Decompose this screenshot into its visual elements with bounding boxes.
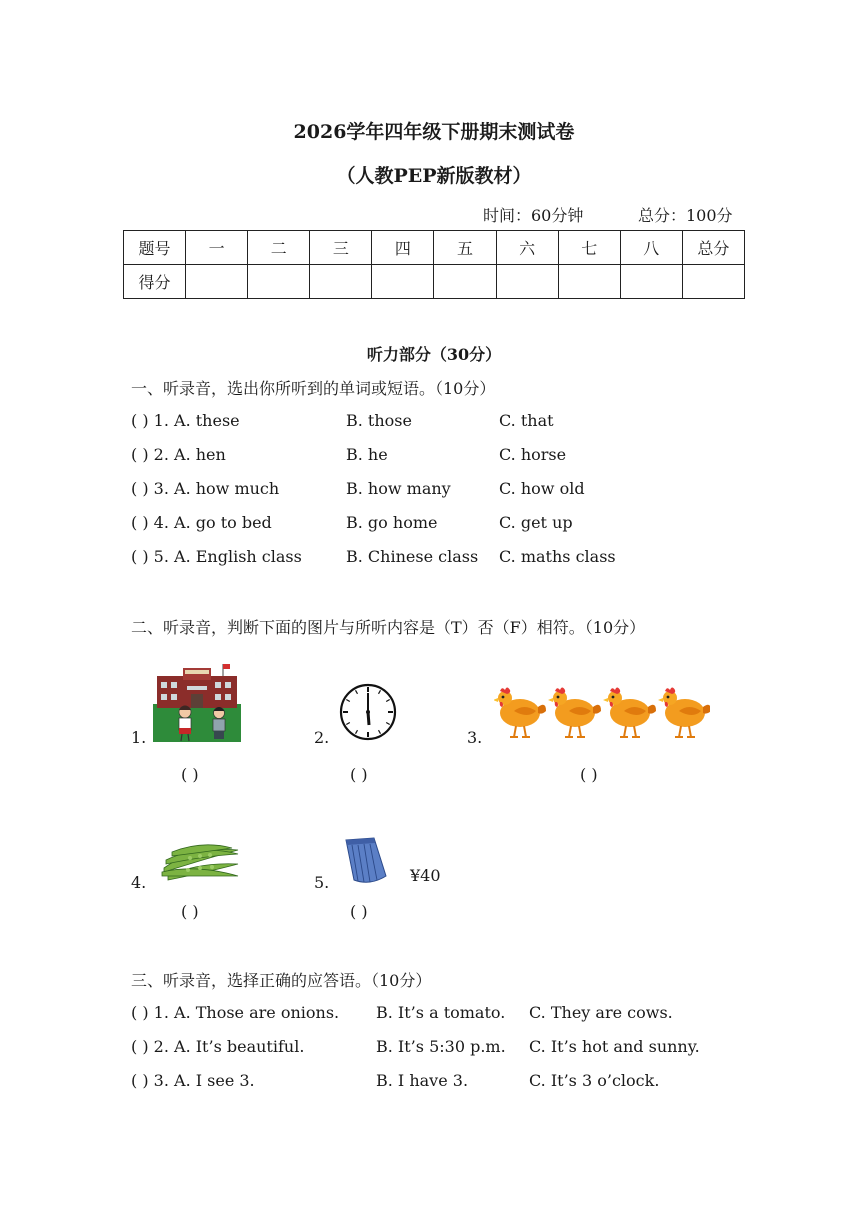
score-table-score-row (124, 265, 745, 299)
answer-paren[interactable]: ( ) (181, 902, 199, 921)
option-c: C. maths class (499, 547, 616, 566)
score-input-cell[interactable] (682, 265, 744, 299)
part3-title: 三、听录音，选择正确的应答语。（10分） (131, 971, 432, 990)
score-table (123, 230, 745, 299)
answer-paren[interactable]: ( ) (350, 765, 368, 784)
question-stem: ( ) 5. A. English class (131, 547, 302, 566)
option-b: B. I have 3. (376, 1071, 469, 1090)
table-cell: 六 (496, 231, 558, 265)
page-title: 2026学年四年级下册期末测试卷 (293, 121, 575, 143)
score-input-cell[interactable] (620, 265, 682, 299)
score-input-cell[interactable] (372, 265, 434, 299)
table-cell: 七 (558, 231, 620, 265)
option-b: B. Chinese class (346, 547, 479, 566)
price-tag: ¥40 (410, 866, 441, 885)
option-b: B. how many (346, 479, 451, 498)
option-c: C. how old (499, 479, 585, 498)
picture-number: 1. (131, 728, 147, 747)
option-b: B. those (346, 411, 412, 430)
page-subtitle: （人教PEP新版教材） (336, 165, 532, 187)
picture-number: 2. (314, 728, 330, 747)
score-input-cell[interactable] (496, 265, 558, 299)
exam-time: 时间：60分钟 (483, 206, 584, 225)
hen-icon (494, 685, 710, 741)
question-stem: ( ) 1. A. these (131, 411, 240, 430)
option-b: B. go home (346, 513, 438, 532)
score-table-header-row (124, 231, 745, 265)
part1-title: 一、听录音，选出你所听到的单词或短语。（10分） (131, 379, 496, 398)
question-stem: ( ) 4. A. go to bed (131, 513, 272, 532)
question-stem: ( ) 2. A. It’s beautiful. (131, 1037, 305, 1056)
picture-number: 3. (467, 728, 483, 747)
picture-number: 4. (131, 873, 147, 892)
table-cell: 得分 (124, 265, 186, 299)
question-stem: ( ) 1. A. Those are onions. (131, 1003, 340, 1022)
table-cell: 五 (434, 231, 496, 265)
school-icon (153, 664, 241, 742)
question-stem: ( ) 2. A. hen (131, 445, 226, 464)
listening-section-title: 听力部分（30分） (366, 345, 502, 364)
option-c: C. They are cows. (529, 1003, 673, 1022)
option-c: C. It’s hot and sunny. (529, 1037, 700, 1056)
clock-icon (338, 682, 398, 742)
question-stem: ( ) 3. A. how much (131, 479, 280, 498)
option-b: B. It’s a tomato. (376, 1003, 506, 1022)
question-stem: ( ) 3. A. I see 3. (131, 1071, 255, 1090)
table-cell: 三 (310, 231, 372, 265)
score-input-cell[interactable] (558, 265, 620, 299)
picture-number: 5. (314, 873, 330, 892)
table-cell: 四 (372, 231, 434, 265)
part2-title: 二、听录音，判断下面的图片与所听内容是（T）否（F）相符。（10分） (131, 618, 646, 637)
score-input-cell[interactable] (186, 265, 248, 299)
table-cell: 总分 (682, 231, 744, 265)
option-b: B. he (346, 445, 388, 464)
exam-total-score: 总分：100分 (638, 206, 733, 225)
table-cell: 二 (248, 231, 310, 265)
green-beans-icon (160, 838, 244, 884)
option-c: C. horse (499, 445, 567, 464)
table-cell: 题号 (124, 231, 186, 265)
table-cell: 一 (186, 231, 248, 265)
score-input-cell[interactable] (248, 265, 310, 299)
option-c: C. that (499, 411, 554, 430)
score-input-cell[interactable] (310, 265, 372, 299)
option-c: C. get up (499, 513, 573, 532)
skirt-icon (340, 836, 402, 886)
answer-paren[interactable]: ( ) (350, 902, 368, 921)
score-input-cell[interactable] (434, 265, 496, 299)
answer-paren[interactable]: ( ) (580, 765, 598, 784)
option-b: B. It’s 5:30 p.m. (376, 1037, 506, 1056)
option-c: C. It’s 3 o’clock. (529, 1071, 660, 1090)
table-cell: 八 (620, 231, 682, 265)
answer-paren[interactable]: ( ) (181, 765, 199, 784)
